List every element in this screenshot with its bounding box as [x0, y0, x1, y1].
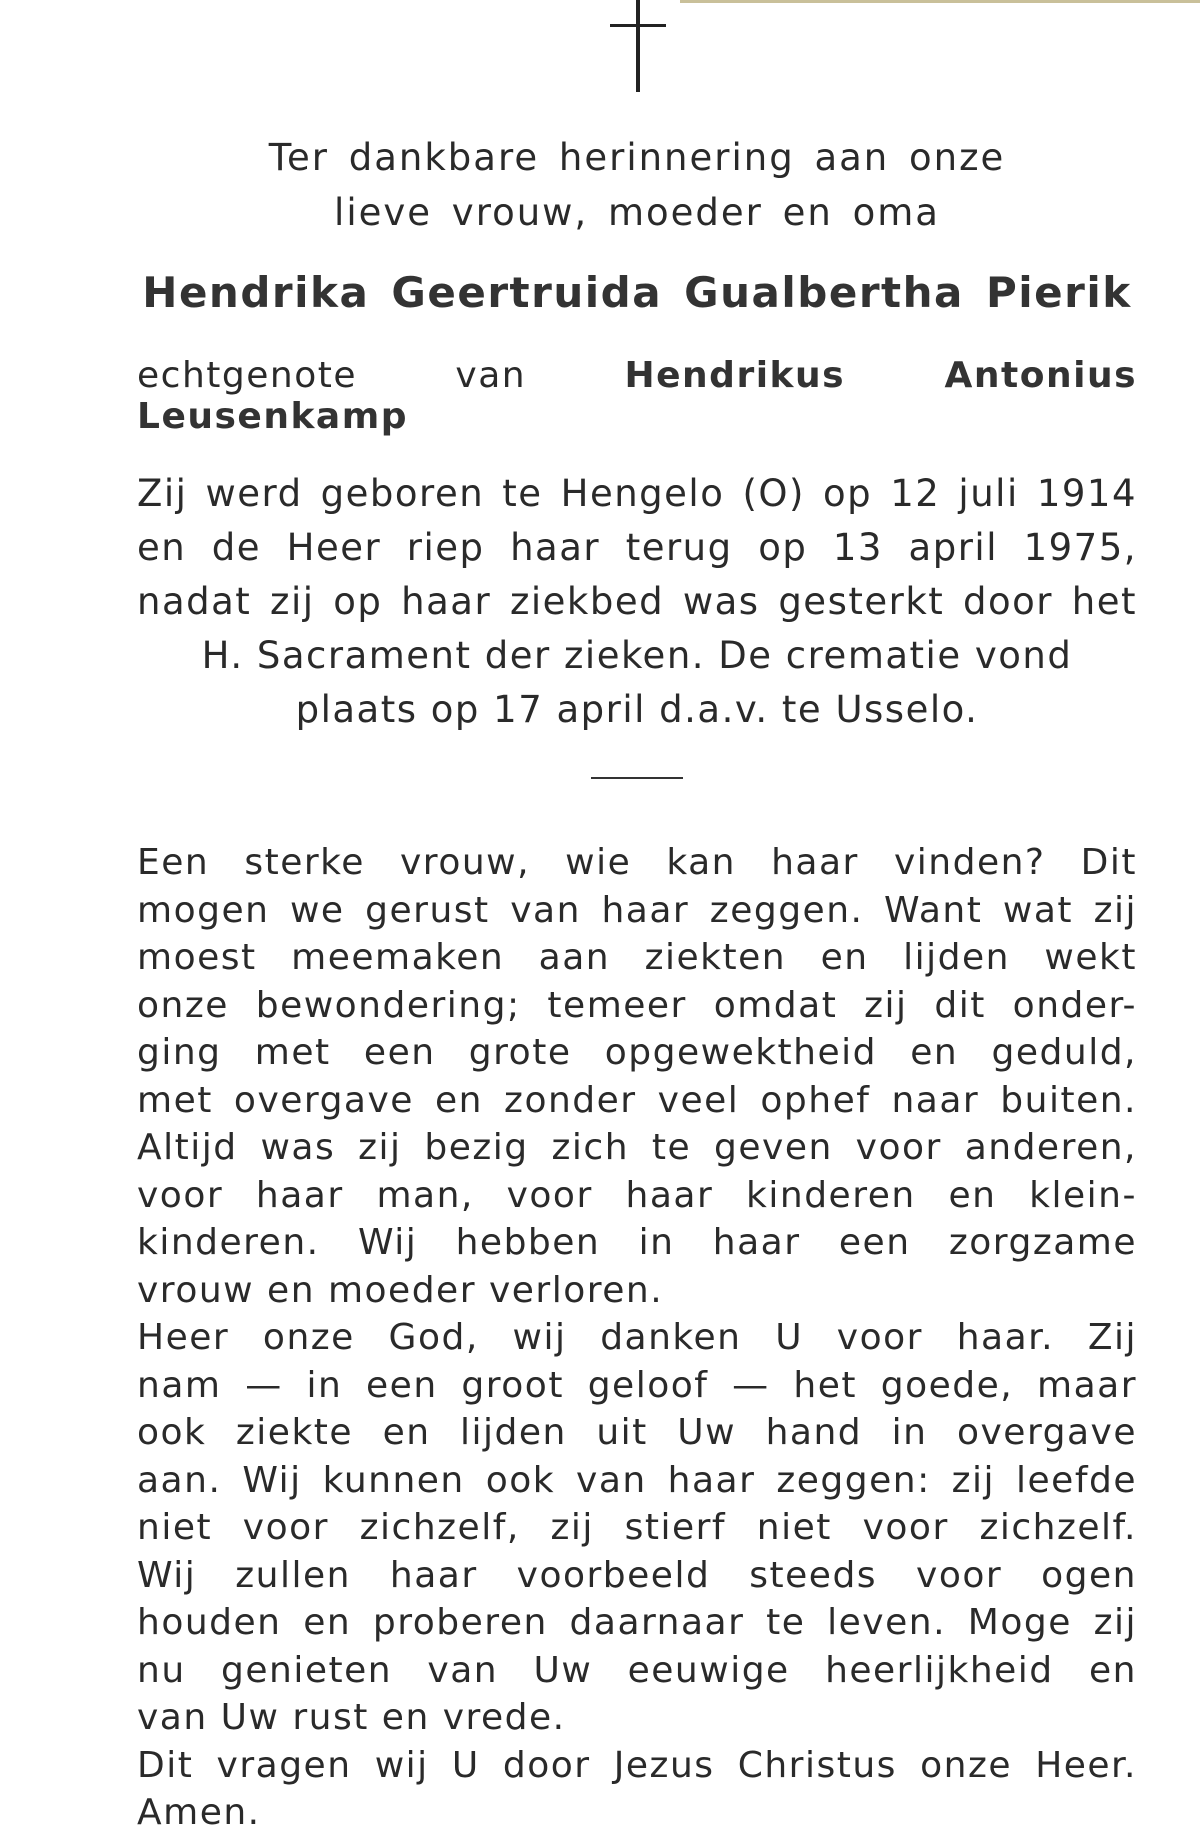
text-line: Altijd was zij bezig zich te geven voor anderen,	[137, 1127, 1137, 1168]
text-line: onze bewondering; temeer omdat zij dit onder-	[137, 984, 1137, 1026]
cross-icon	[610, 0, 666, 96]
bio-line: plaats op 17 april d.a.v. te Usselo.	[295, 688, 979, 731]
spouse-name: Hendrikus Antonius Leusenkamp	[137, 355, 1137, 437]
deceased-name: Hendrika Geertruida Gualbertha Pierik	[142, 268, 1132, 317]
text-line: met overgave en zonder veel ophef naar buiten.	[137, 1079, 1137, 1121]
bio-line: nadat zij op haar ziekbed was gesterkt door het	[137, 580, 1137, 623]
text-line: Wij zullen haar voorbeeld steeds voor ogen	[137, 1554, 1137, 1596]
text-line: nam — in een groot geloof — het goede, maar	[137, 1364, 1137, 1406]
text-line: kinderen. Wij hebben in haar een zorgzame	[137, 1222, 1137, 1263]
text-line: Heer onze God, wij danken U voor haar. Zij	[137, 1317, 1137, 1358]
biography	[137, 467, 1137, 737]
divider	[591, 777, 683, 779]
text-line: houden en proberen daarnaar te leven. Moge zij	[137, 1602, 1137, 1643]
text-line: voor haar man, voor haar kinderen en klein-	[137, 1174, 1137, 1216]
text-line: ook ziekte en lijden uit Uw hand in overgave	[137, 1412, 1137, 1453]
bio-line: H. Sacrament der zieken. De crematie vond	[201, 634, 1073, 677]
text-line: Dit vragen wij U door Jezus Christus onze Heer.	[137, 1744, 1137, 1786]
intro-text	[137, 130, 1137, 240]
text-line: Een sterke vrouw, wie kan haar vinden? Dit	[137, 842, 1137, 883]
text-line: ging met een grote opgewektheid en geduld,	[137, 1032, 1137, 1073]
text-line: aan. Wij kunnen ook van haar zeggen: zij leefde	[137, 1459, 1137, 1501]
text-line: vrouw en moeder verloren.	[137, 1269, 664, 1311]
memorial-card	[137, 130, 1137, 1837]
bio-line: en de Heer riep haar terug op 13 april 1975,	[137, 526, 1137, 569]
text-line: van Uw rust en vrede.	[137, 1697, 566, 1738]
text-line: niet voor zichzelf, zij stierf niet voor zichzelf.	[137, 1507, 1137, 1548]
spouse-prefix: echtgenote van	[137, 355, 527, 396]
card-edge-line	[680, 0, 1200, 3]
spouse-line	[137, 355, 1137, 437]
intro-line-2: lieve vrouw, moeder en oma	[334, 191, 940, 234]
text-line: moest meemaken aan ziekten en lijden wekt	[137, 937, 1137, 978]
intro-line-1: Ter dankbare herinnering aan onze	[268, 136, 1006, 179]
text-line: nu genieten van Uw eeuwige heerlijkheid en	[137, 1649, 1137, 1691]
text-line: Amen.	[137, 1792, 261, 1833]
memorial-text	[137, 839, 1137, 1837]
text-line: mogen we gerust van haar zeggen. Want wat zij	[137, 889, 1137, 931]
bio-line: Zij werd geboren te Hengelo (O) op 12 juli 1914	[137, 472, 1137, 515]
